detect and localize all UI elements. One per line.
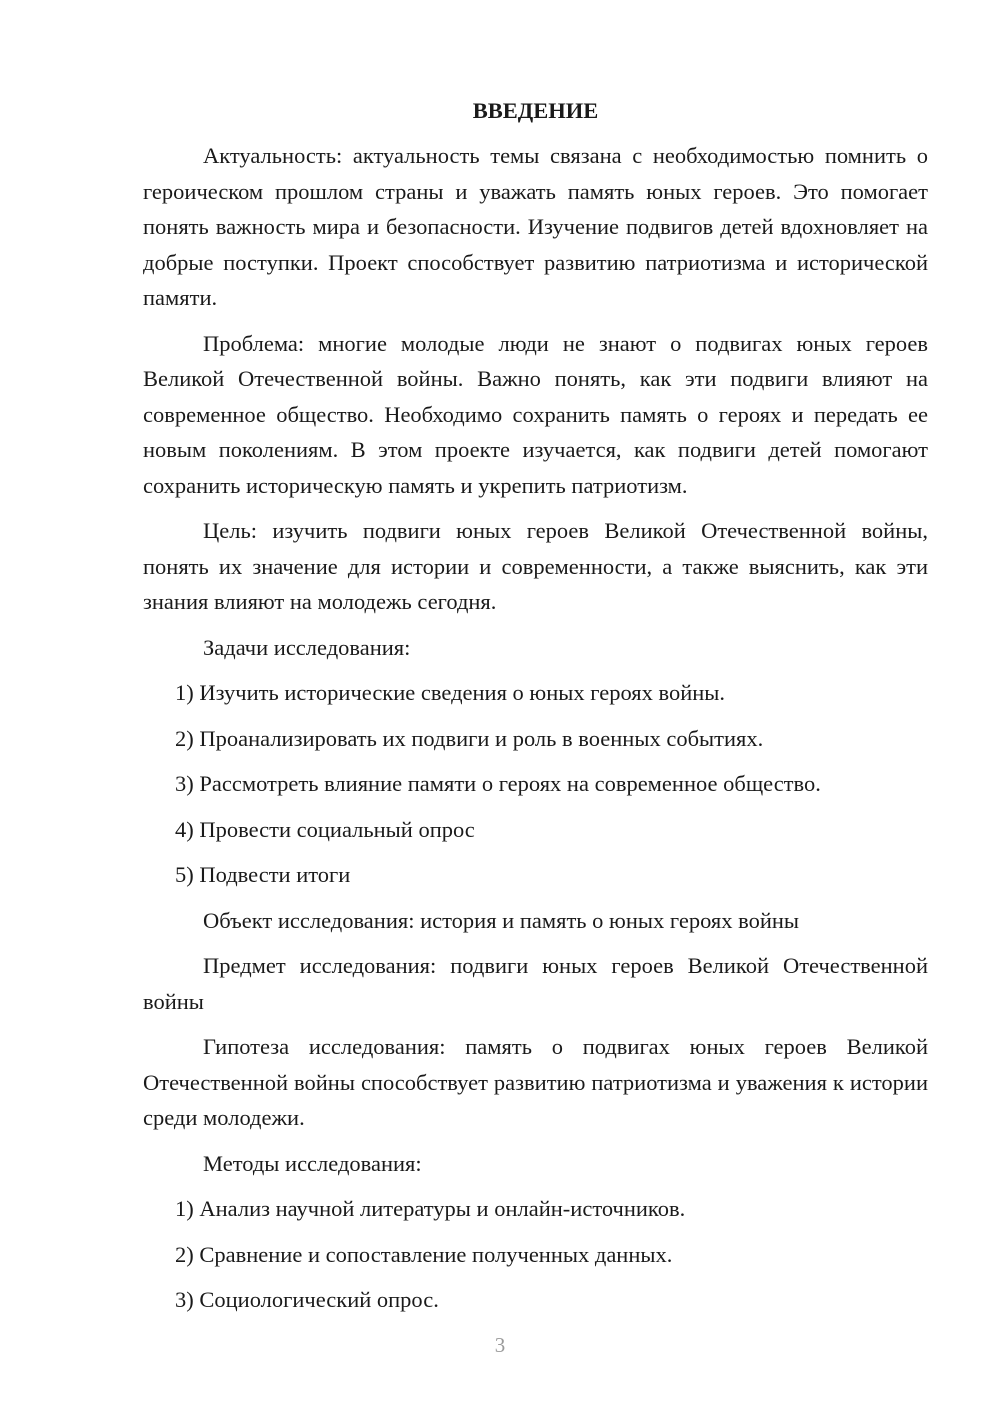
page-number: 3 [494, 1333, 506, 1357]
methods-list [143, 1191, 928, 1318]
object-paragraph: Объект исследования: история и память о юных героях войны [203, 907, 800, 933]
list-item: 2) Проанализировать их подвиги и роль в военных событиях. [175, 725, 764, 751]
subject-paragraph: Предмет исследования: подвиги юных героев Великой Отечественной войны [143, 953, 928, 1014]
tasks-list [143, 675, 928, 893]
goal-paragraph: Цель: изучить подвиги юных героев Великой Отечественной войны, понять их значение для истории и современности, а также выяснить, как эти знания влияют на молодежь сегодня. [143, 518, 928, 614]
tasks-heading: Задачи исследования: [203, 634, 411, 660]
list-item: 3) Социологический опрос. [175, 1287, 439, 1312]
list-item: 3) Рассмотреть влияние памяти о героях на современное общество. [175, 771, 821, 796]
list-item: 5) Подвести итоги [175, 862, 351, 887]
problem-paragraph: Проблема: многие молодые люди не знают о подвигах юных героев Великой Отечественной войны. Важно понять, как эти подвиги влияют на современное общество. Необходимо сохранить память о героях и передать ее новым поколениям. В этом проекте изучается, как подвиги детей помогают сохранить историческую память и укрепить патриотизм. [143, 330, 928, 498]
list-item: 1) Анализ научной литературы и онлайн-источников. [175, 1196, 686, 1221]
section-title: ВВЕДЕНИЕ [472, 98, 599, 123]
list-item: 1) Изучить исторические сведения о юных героях войны. [175, 680, 726, 705]
document-body [143, 96, 928, 1328]
relevance-paragraph: Актуальность: актуальность темы связана с необходимостью помнить о героическом прошлом страны и уважать память юных героев. Это помогает понять важность мира и безопасности. Изучение подвигов детей вдохновляет на добрые поступки. Проект способствует развитию патриотизма и исторической памяти. [143, 143, 928, 310]
list-item: 4) Провести социальный опрос [175, 816, 475, 842]
methods-heading: Методы исследования: [203, 1150, 422, 1176]
hypothesis-paragraph: Гипотеза исследования: память о подвигах юных героев Великой Отечественной войны способствует развитию патриотизма и уважения к истории среди молодежи. [143, 1034, 928, 1130]
list-item: 2) Сравнение и сопоставление полученных данных. [175, 1241, 673, 1267]
